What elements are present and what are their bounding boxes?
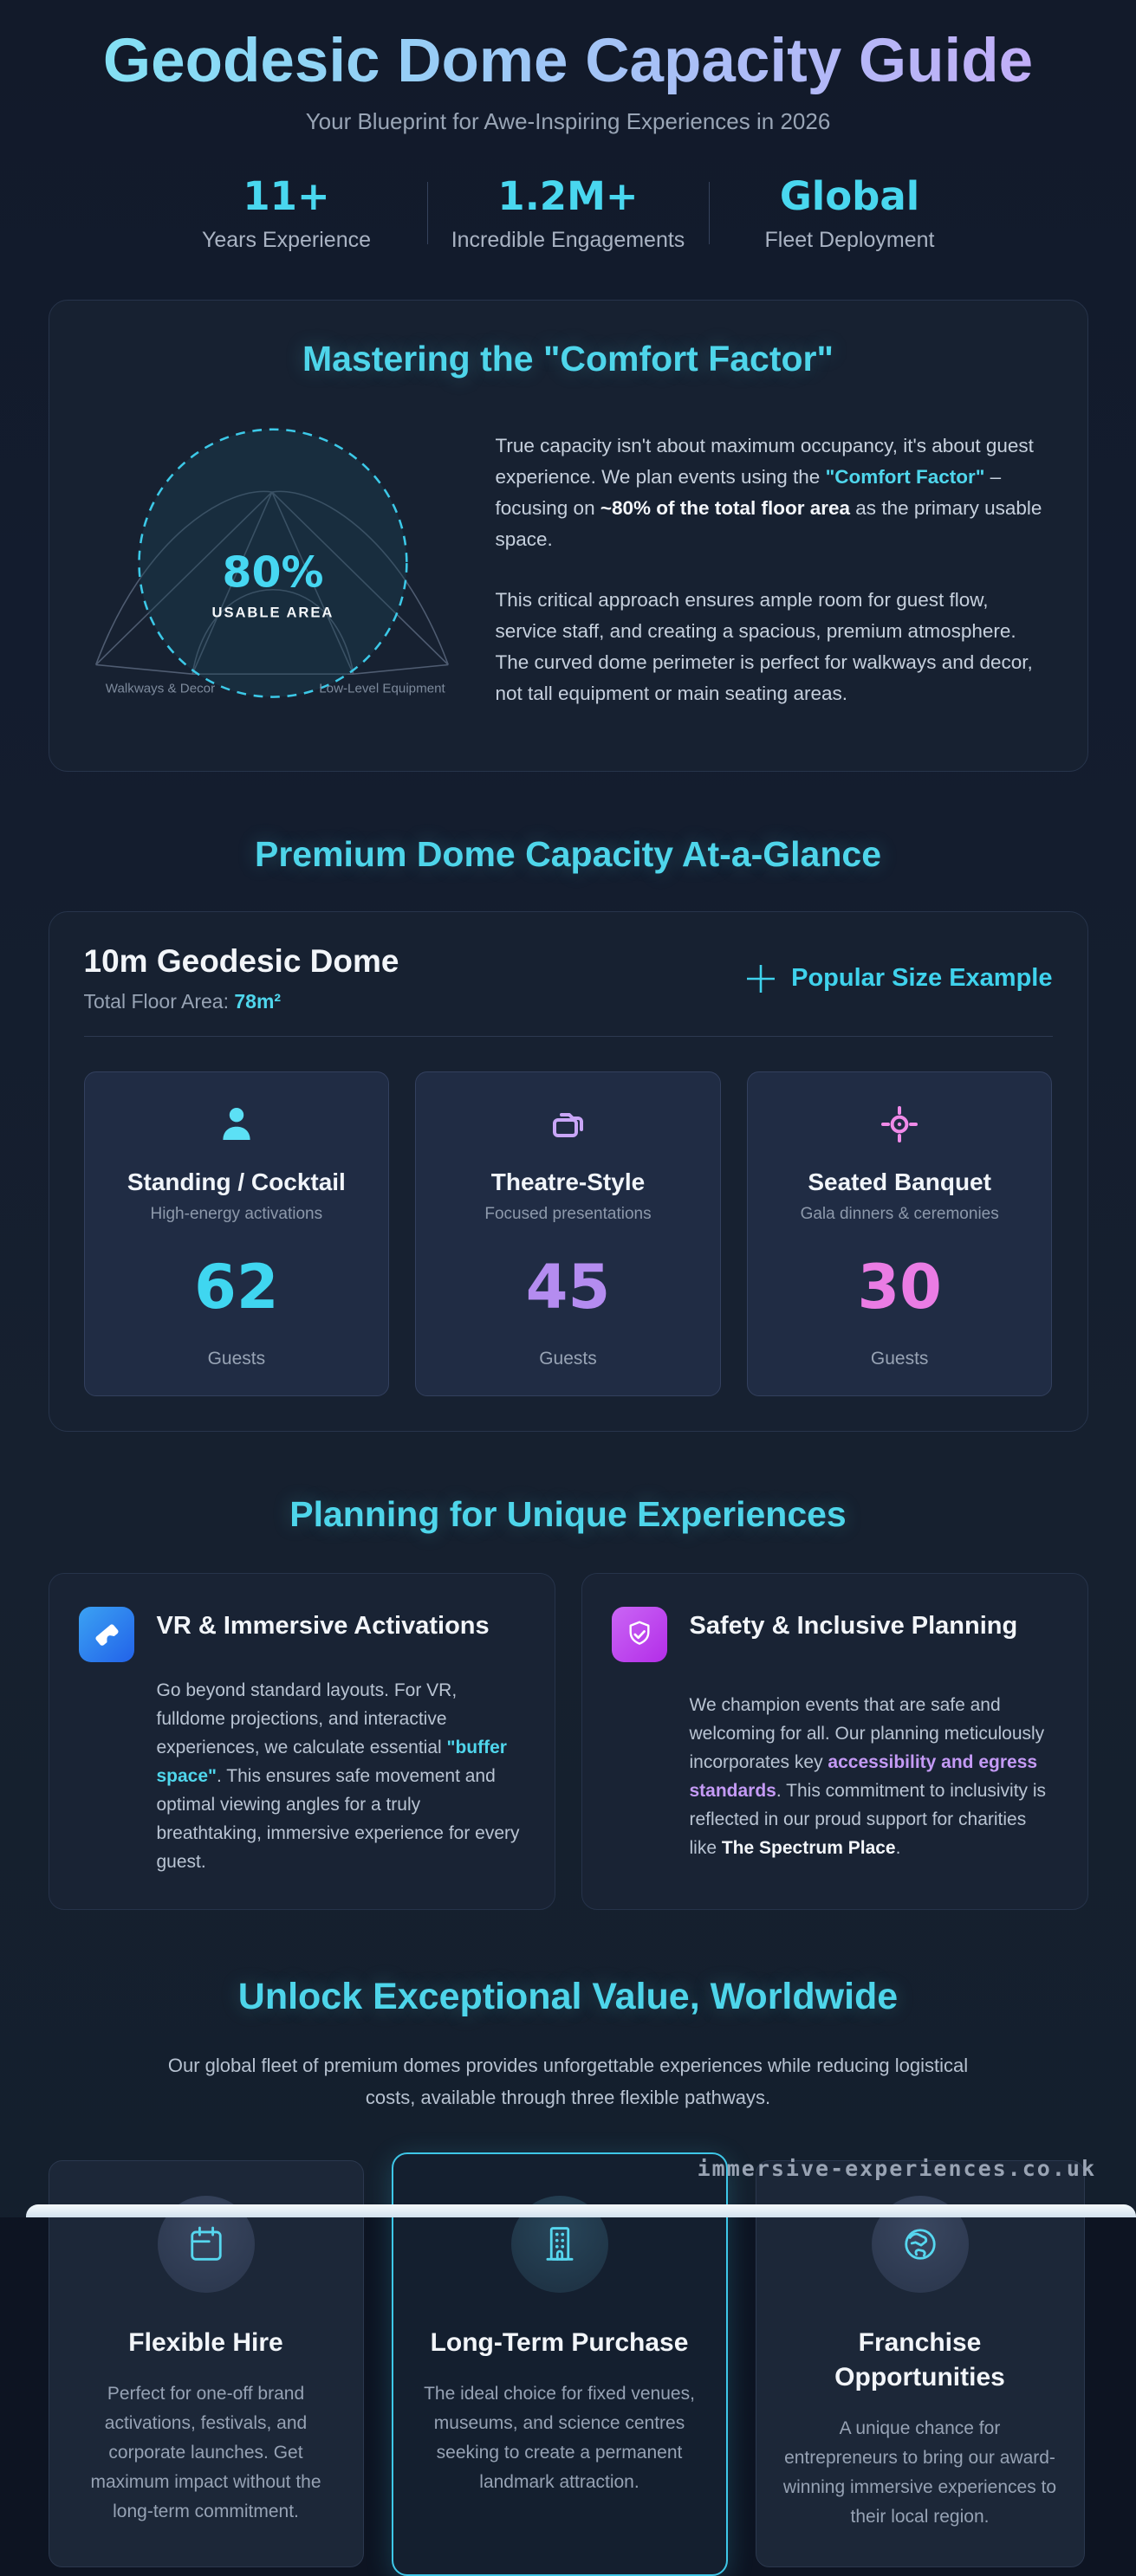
value-card-title: Franchise Opportunities <box>834 2328 1005 2392</box>
franchise-card <box>756 2160 1085 2567</box>
capacity-card-subtitle: Focused presentations <box>484 1205 652 1223</box>
flexible-hire-card <box>49 2160 364 2567</box>
dome-usable-area-diagram <box>84 417 457 722</box>
stat-value: Global <box>779 173 920 219</box>
page-title: Geodesic Dome Capacity Guide <box>0 26 1136 96</box>
value-card-body: Perfect for one-off brand activations, festivals, and corporate launches. Get maximum impact without the long-term commitment. <box>90 2384 321 2521</box>
vr-immersive-card <box>49 1573 555 1910</box>
plus-icon <box>744 962 777 995</box>
capacity-unit-label: Guests <box>539 1349 597 1369</box>
comfort-factor-panel <box>49 300 1088 772</box>
capacity-card-theatre <box>415 1071 721 1396</box>
value-card-title: Flexible Hire <box>128 2328 283 2357</box>
value-section-title: Unlock Exceptional Value, Worldwide <box>237 1976 899 2017</box>
planning-card-body: We champion events that are safe and welcoming for all. Our planning meticulously incorporates key accessibility and egress standards. This commitment to inclusivity is reflected in our proud support for charities like The Spectrum Place. <box>689 1694 1047 1858</box>
dome-spec-block <box>84 943 399 1013</box>
stat-value: 11+ <box>243 173 330 219</box>
capacity-card-title: Theatre-Style <box>490 1168 646 1195</box>
comfort-paragraph-2: This critical approach ensures ample room for guest flow, service staff, and creating a spacious, premium atmosphere. The curved dome perimeter is perfect for walkways and decor, not tall equipment or main seating areas. <box>495 589 1033 704</box>
planning-card-body: Go beyond standard layouts. For VR, fulldome projections, and interactive experiences, we calculate essential "buffer space". This ensures safe movement and optimal viewing angles for a truly breathtaking, immersive experience for every guest. <box>156 1680 520 1872</box>
stat-label: Fleet Deployment <box>764 228 935 252</box>
comfort-text-block <box>496 430 1053 709</box>
dome-name: 10m Geodesic Dome <box>83 943 399 979</box>
capacity-card-standing <box>84 1071 390 1396</box>
target-icon <box>879 1104 920 1145</box>
comfort-paragraph-1: True capacity isn't about maximum occupancy, it's about guest experience. We plan events using the "Comfort Factor" – focusing on ~80% of the total floor area as the primary usable space. <box>495 435 1042 550</box>
popular-size-badge <box>744 962 1052 995</box>
value-card-body: A unique chance for entrepreneurs to bring our award-winning immersive experiences to their local region. <box>782 2418 1057 2527</box>
capacity-unit-label: Guests <box>207 1349 266 1369</box>
vr-headset-icon <box>79 1607 134 1662</box>
capacity-guest-count: 62 <box>194 1252 279 1323</box>
shield-check-icon <box>612 1607 667 1662</box>
stat-label: Years Experience <box>201 228 372 252</box>
stats-row <box>0 173 1136 253</box>
equipment-label: Low-Level Equipment <box>318 681 445 696</box>
usable-percent-label: 80% <box>221 547 323 598</box>
stat-divider <box>427 182 428 244</box>
capacity-card-banquet <box>747 1071 1053 1396</box>
value-card-body: The ideal choice for fixed venues, museums, and science centres seeking to create a permanent landmark attraction. <box>424 2384 695 2492</box>
divider <box>84 1036 1053 1037</box>
stat-years <box>157 173 417 253</box>
planning-card-title: Safety & Inclusive Planning <box>689 1612 1018 1640</box>
page-subtitle: Your Blueprint for Awe-Inspiring Experiences in 2026 <box>305 108 831 134</box>
comfort-section-title: Mastering the "Comfort Factor" <box>302 339 834 379</box>
capacity-card-subtitle: Gala dinners & ceremonies <box>800 1205 999 1223</box>
capacity-guest-count: 45 <box>525 1252 611 1323</box>
capacity-card-title: Standing / Cocktail <box>127 1168 346 1195</box>
floor-area: Total Floor Area: 78m² <box>83 990 282 1013</box>
capacity-guest-count: 30 <box>857 1252 942 1323</box>
stat-value: 1.2M+ <box>497 173 639 219</box>
stat-fleet <box>720 173 980 253</box>
value-card-title: Long-Term Purchase <box>430 2328 689 2357</box>
walkways-label: Walkways & Decor <box>105 681 215 696</box>
stat-divider <box>709 182 710 244</box>
capacity-section-title: Premium Dome Capacity At-a-Glance <box>254 834 882 874</box>
capacity-card-subtitle: High-energy activations <box>150 1205 323 1223</box>
capacity-panel <box>49 911 1088 1432</box>
popular-size-label: Popular Size Example <box>791 964 1053 992</box>
capacity-card-title: Seated Banquet <box>808 1168 991 1195</box>
planning-section-title: Planning for Unique Experiences <box>289 1494 847 1534</box>
site-url: immersive-experiences.co.uk <box>697 2156 1096 2181</box>
stat-label: Incredible Engagements <box>451 228 685 252</box>
value-description: Our global fleet of premium domes provides unforgettable experiences while reducing logistical costs, available through three flexible pathways. <box>167 2055 969 2108</box>
person-icon <box>216 1104 257 1145</box>
usable-area-label: USABLE AREA <box>211 604 334 621</box>
capacity-unit-label: Guests <box>870 1349 929 1369</box>
stat-engagements <box>438 173 698 253</box>
safety-inclusive-card <box>581 1573 1088 1910</box>
horizontal-scrollbar[interactable] <box>26 2204 1136 2217</box>
planning-card-title: VR & Immersive Activations <box>156 1612 490 1640</box>
folder-icon <box>547 1104 588 1145</box>
